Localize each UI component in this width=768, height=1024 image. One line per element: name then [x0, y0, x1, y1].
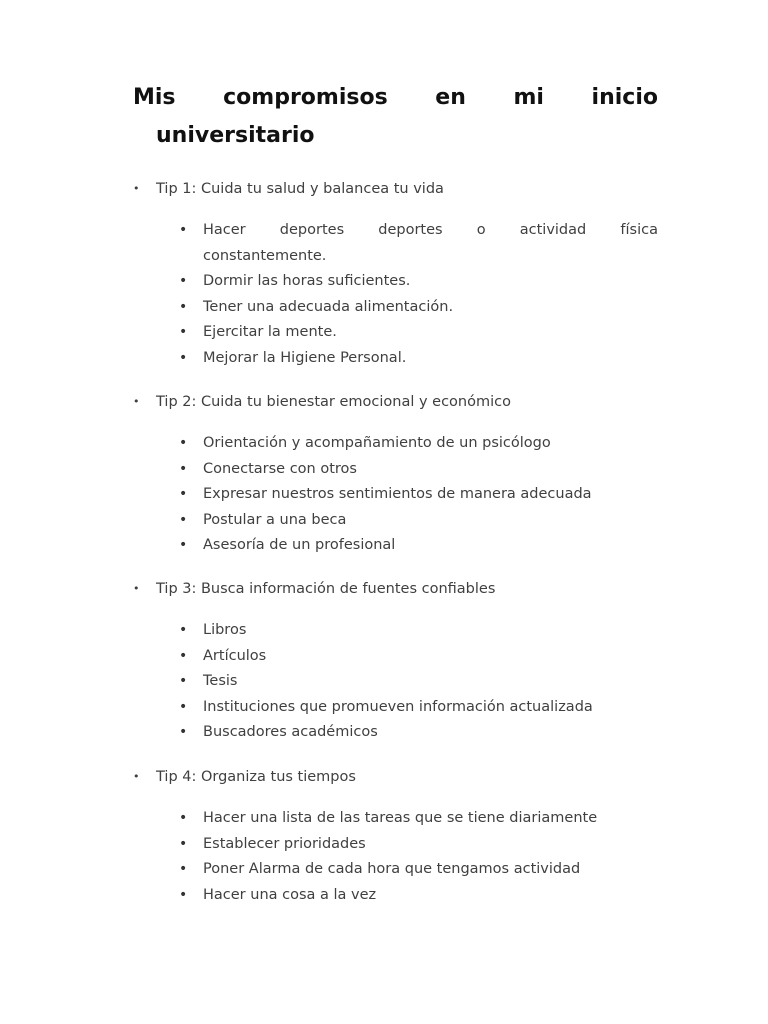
list-item-text: Establecer prioridades	[203, 835, 366, 852]
list-item-text: Conectarse con otros	[203, 460, 357, 477]
title-word: Mis	[133, 85, 176, 110]
tip-heading	[133, 180, 658, 198]
tip-label: Tip 4: Organiza tus tiempos	[156, 769, 356, 785]
tip-heading	[133, 393, 658, 411]
list-item	[133, 806, 658, 832]
document-page	[133, 84, 658, 903]
word: deportes	[279, 222, 345, 238]
list-item	[133, 720, 658, 746]
tip-section	[133, 768, 658, 903]
list-item-text: Dormir las horas suficientes.	[203, 273, 411, 290]
word: deportes	[378, 222, 443, 238]
list-item	[133, 669, 658, 695]
list-item	[133, 508, 658, 534]
bullet-icon: •	[133, 182, 140, 195]
list-item	[133, 832, 658, 858]
bullet-icon: •	[179, 673, 188, 690]
bullet-icon: •	[179, 511, 188, 528]
bullet-icon: •	[179, 435, 188, 451]
tip-label: Tip 3: Busca información de fuentes confiables	[156, 581, 496, 597]
word: física	[620, 222, 658, 238]
bullet-icon: •	[133, 582, 140, 595]
tip-items-list	[133, 431, 658, 559]
list-item	[133, 857, 658, 883]
bullet-icon: •	[133, 770, 140, 783]
list-item	[133, 457, 658, 483]
list-item	[133, 883, 658, 909]
list-item-text: Artículos	[203, 647, 267, 664]
tip-items-list	[133, 618, 658, 746]
tip-items-list	[133, 806, 658, 908]
tip-heading	[133, 580, 658, 598]
title-line-2: universitario	[156, 123, 315, 148]
title-word: en	[435, 85, 466, 110]
list-item-text: Mejorar la Higiene Personal.	[203, 349, 407, 366]
bullet-icon: •	[179, 724, 188, 741]
bullet-icon: •	[179, 486, 188, 503]
tip-section	[133, 393, 658, 554]
list-item-text: Buscadores académicos	[203, 724, 378, 741]
list-item	[133, 618, 658, 644]
list-item-text: Instituciones que promueven información actualizada	[203, 698, 593, 715]
list-item	[133, 269, 658, 295]
list-item-text: Tesis	[203, 673, 238, 690]
list-item	[133, 533, 658, 559]
list-item	[133, 482, 658, 508]
tip-label: Tip 2: Cuida tu bienestar emocional y económico	[156, 394, 511, 410]
tip-items-list	[133, 218, 658, 372]
tip-heading	[133, 768, 658, 786]
bullet-icon: •	[179, 537, 188, 554]
bullet-icon: •	[179, 298, 188, 315]
list-item-text-continuation: constantemente.	[203, 247, 327, 264]
bullet-icon: •	[179, 835, 188, 852]
list-item-text: Hacer una cosa a la vez	[203, 886, 377, 903]
list-item-text: Expresar nuestros sentimientos de manera adecuada	[203, 486, 592, 503]
list-item-text: Tener una adecuada alimentación.	[203, 298, 454, 315]
bullet-icon: •	[179, 622, 188, 638]
title-line-1	[133, 84, 658, 112]
tip-section	[133, 580, 658, 741]
bullet-icon: •	[179, 324, 188, 341]
list-item	[133, 346, 658, 372]
word: o	[476, 222, 486, 238]
list-item-text: Libros	[203, 622, 247, 638]
bullet-icon: •	[179, 698, 188, 715]
list-item-text: Asesoría de un profesional	[203, 537, 396, 554]
list-item	[133, 320, 658, 346]
bullet-icon: •	[179, 886, 188, 903]
bullet-icon: •	[179, 861, 188, 878]
list-item-text: Hacer una lista de las tareas que se tiene diariamente	[203, 810, 598, 826]
title-word: compromisos	[223, 85, 388, 110]
list-item	[133, 218, 658, 269]
list-item	[133, 431, 658, 457]
word: actividad	[519, 222, 587, 238]
bullet-icon: •	[179, 349, 188, 366]
word: Hacer	[203, 222, 246, 238]
list-item	[133, 295, 658, 321]
title-word: inicio	[591, 85, 658, 110]
bullet-icon: •	[179, 273, 188, 290]
bullet-icon: •	[133, 395, 140, 408]
tip-section	[133, 180, 658, 366]
bullet-icon: •	[179, 810, 188, 826]
document-title	[133, 84, 658, 150]
bullet-icon: •	[179, 460, 188, 477]
list-item	[133, 644, 658, 670]
title-word: mi	[513, 85, 544, 110]
tip-label: Tip 1: Cuida tu salud y balancea tu vida	[156, 181, 444, 197]
list-item-text: Poner Alarma de cada hora que tengamos actividad	[203, 861, 581, 878]
list-item-text: Ejercitar la mente.	[203, 324, 337, 341]
list-item-text: Orientación y acompañamiento de un psicólogo	[203, 435, 551, 451]
list-item-text: Postular a una beca	[203, 511, 347, 528]
bullet-icon: •	[179, 647, 188, 664]
list-item	[133, 695, 658, 721]
bullet-icon: •	[179, 222, 188, 238]
list-item-text	[203, 218, 658, 244]
